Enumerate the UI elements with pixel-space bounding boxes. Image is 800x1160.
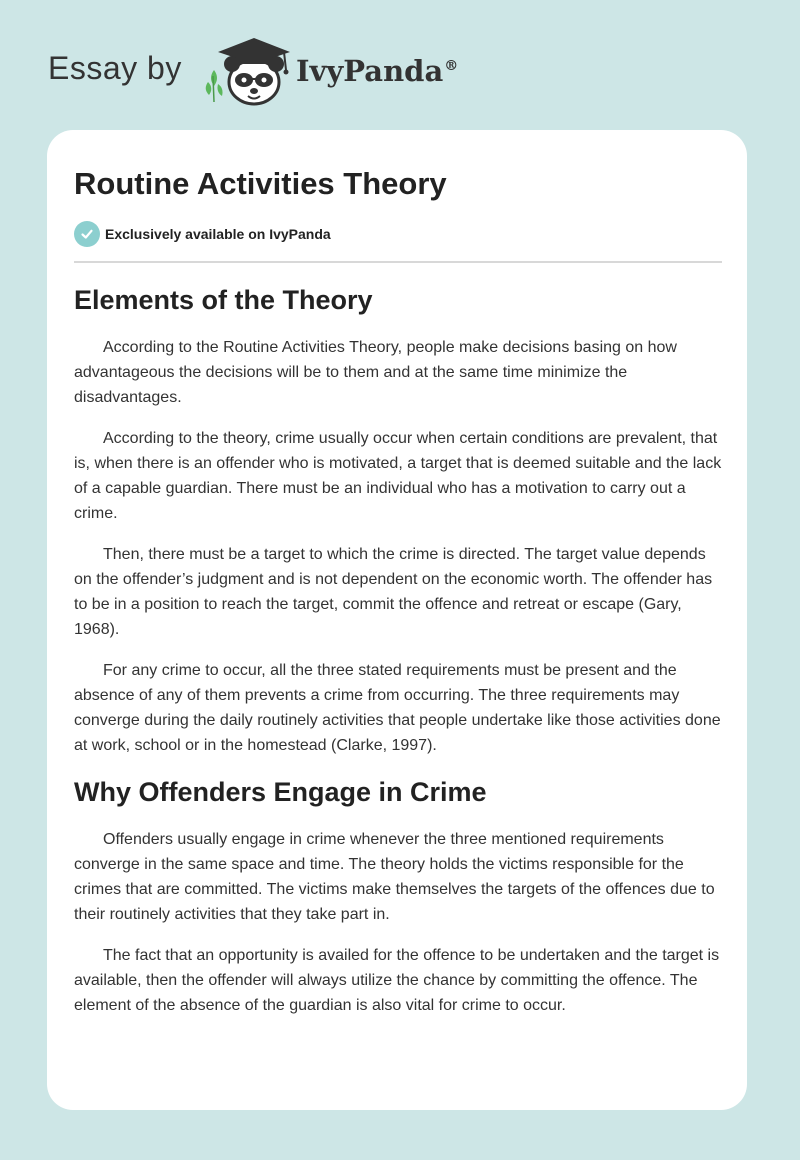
exclusive-badge bbox=[74, 221, 331, 247]
essay-by-label: Essay by bbox=[48, 50, 182, 86]
paragraph: For any crime to occur, all the three stated requirements must be present and the absence of any of them prevents a crime from occurring. The three requirements may converge during the daily routinely activities that people undertake like those activities done at work, school or in the homestead (Clarke, 1997). bbox=[74, 662, 721, 754]
essay-title: Routine Activities Theory bbox=[74, 166, 447, 201]
paragraph: Then, there must be a target to which the crime is directed. The target value depends on the offender’s judgment and is not dependent on the economic worth. The offender has to be in a position to reach the target, commit the offence and retreat or escape (Gary, 1968). bbox=[74, 546, 713, 638]
checkmark-icon bbox=[74, 221, 100, 247]
essay-card bbox=[47, 130, 747, 1110]
badge-label: Exclusively available on IvyPanda bbox=[105, 226, 331, 242]
paragraph: According to the theory, crime usually occur when certain conditions are prevalent, that is, when there is an offender who is motivated, a target that is deemed suitable and the lack of a capable guardian. There must be an individual who has a motivation to carry out a crime. bbox=[74, 430, 722, 522]
registered-mark: ® bbox=[444, 58, 459, 75]
paragraph: The fact that an opportunity is availed for the offence to be undertaken and the target is available, then the offender will always utilize the chance by committing the offence. The element of the absence of the guardian is also vital for crime to occur. bbox=[74, 947, 720, 1014]
brand-name[interactable] bbox=[296, 54, 458, 88]
essay-body bbox=[74, 282, 724, 1034]
paragraph: Offenders usually engage in crime whenever the three mentioned requirements converge in the same space and time. The theory holds the victims responsible for the crimes that are committed. The victims make themselves the targets of the offences due to their routinely activities that they take part in. bbox=[74, 831, 715, 923]
title-divider bbox=[74, 261, 722, 263]
section-heading: Why Offenders Engage in Crime bbox=[74, 777, 487, 807]
paragraph: According to the Routine Activities Theory, people make decisions basing on how advantageous the decisions will be to them and at the same time minimize the disadvantages. bbox=[74, 339, 677, 406]
section-heading: Elements of the Theory bbox=[74, 285, 373, 315]
brand-text: IvyPanda bbox=[296, 54, 444, 88]
panda-logo-icon[interactable] bbox=[204, 36, 294, 108]
site-header bbox=[48, 36, 508, 108]
